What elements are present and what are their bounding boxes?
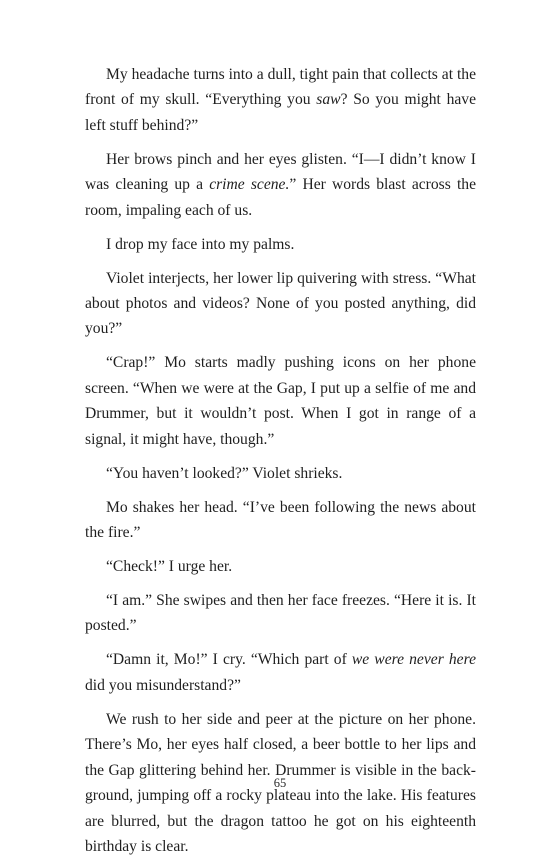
italic-run: saw	[316, 91, 341, 109]
paragraph	[85, 461, 476, 486]
paragraph	[85, 647, 476, 698]
text-run: “Crap!” Mo starts madly pushing icons on her phone screen. “When we were at the Gap, I put up a selfie of me and Drummer, but it wouldn’t post. When I got in range of a signal, it might have, though.”	[85, 354, 476, 448]
paragraph	[85, 147, 476, 223]
paragraph	[85, 588, 476, 639]
text-run: did you misunderstand?”	[85, 676, 241, 694]
text-run: Violet interjects, her lower lip quivering with stress. “What about photos and videos? None of you posted anything, did you?”	[85, 269, 476, 338]
text-run: We rush to her side and peer at the picture on her phone. There’s Mo, her eyes half closed, a beer bottle to her lips and the Gap glittering behind her. Drummer is visible in the background, jumping off a rocky plateau into the lake. His features are blurred, but the dragon tattoo he got on his eighteenth birthday is clear.	[85, 710, 476, 855]
text-run: Her brows pinch and her eyes glisten. “I—I didn’t know I was cleaning up a	[85, 150, 476, 194]
paragraph	[85, 266, 476, 342]
paragraph	[85, 350, 476, 452]
paragraph	[85, 62, 476, 138]
text-run: Mo shakes her head. “I’ve been following the news about the fire.”	[85, 498, 476, 542]
italic-run: crime scene.	[209, 176, 290, 194]
text-run: My headache turns into a dull, tight pain that collects at the front of my skull. “Everything you	[85, 66, 476, 109]
text-run: ? So you might have left stuff behind?”	[85, 91, 477, 134]
text-run: “I am.” She swipes and then her face freezes. “Here it is. It posted.”	[85, 592, 476, 635]
paragraph	[85, 232, 476, 257]
page-number: 65	[273, 776, 287, 790]
paragraph	[85, 495, 476, 546]
text-run: ” Her words blast across the room, impaling each of us.	[85, 176, 476, 219]
italic-run: we were never here	[351, 651, 476, 669]
text-run: “Damn it, Mo!” I cry. “Which part of	[106, 651, 352, 669]
text-run: “Check!” I urge her.	[106, 558, 233, 576]
paragraph	[85, 554, 476, 579]
body-text	[85, 62, 476, 868]
text-run: “You haven’t looked?” Violet shrieks.	[106, 464, 343, 482]
text-run: I drop my face into my palms.	[106, 235, 295, 253]
